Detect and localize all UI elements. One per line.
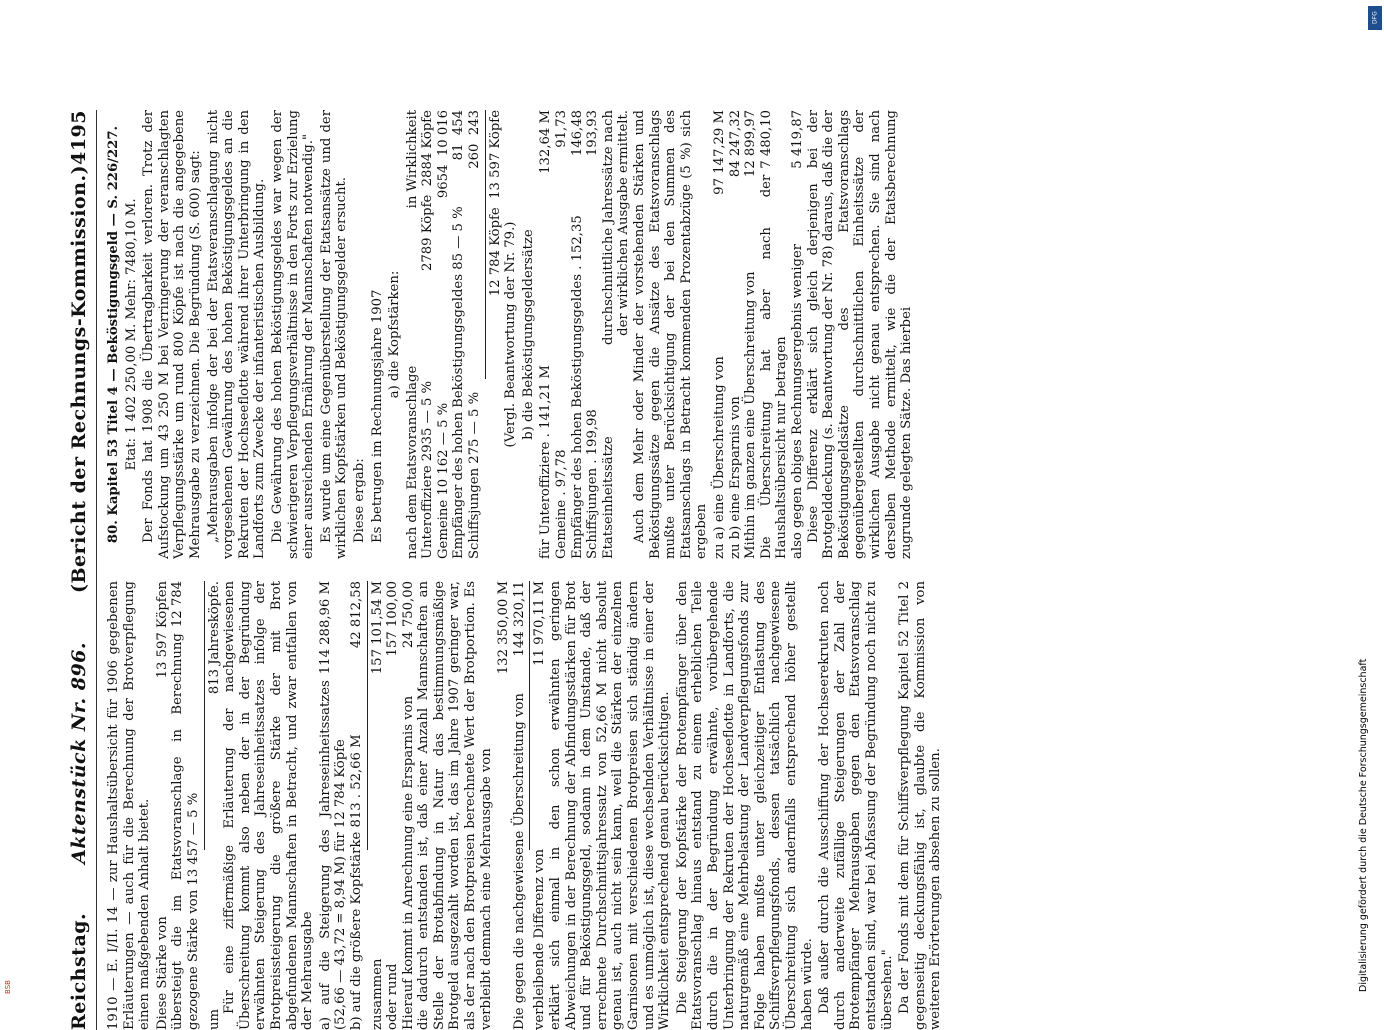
running-head — [62, 110, 97, 1030]
paragraph: Da der Fonds mit dem für Schiffsverpflegung Kapitel 52 Titel 2 gegenseitig deckungsfähig ist, glaubte die Kommission von weiteren Erörterungen absehen zu sollen. — [897, 581, 944, 1030]
table-row: zu b) eine Ersparnis von 84 247,32 — [727, 110, 743, 559]
paragraph: Die Steigerung der Kopfstärke der Brotempfänger über den Etatsvoranschlag hinaus entstand zu einem erheblichen Teile durch die in der Begründung erwähnte, vorübergehende Unterbringung der Rekruten der Hochseeflotte in Landforts, die naturgemäß eine Mehrbelastung der Landverpflegungsfonds zur Folge haben mußte unter gleichzeitiger Entlastung des Schiffsverpflegungsfonds, dessen tatsächlich nachgewiesene Überschreitung sich andernfalls entsprechend höher gestellt haben würde. — [674, 581, 815, 1030]
table-row: Diese Stärke von 13 597 Köpfen — [154, 581, 170, 1030]
sum-rule — [529, 581, 530, 850]
quote-paragraph: Die Gewährung des hohen Beköstigungsgeldes war wegen der schwierigeren Verpflegungsverhältnisse in den Forts zur Erzielung einer ausreichenden Ernährung der Mannschaften notwendig." — [269, 110, 317, 559]
table-header: nach dem Etatsvoranschlage in Wirklichkeit — [404, 110, 420, 559]
table-row: oder rund 157 100,00 — [385, 581, 401, 1030]
subheading: a) die Kopfstärken: — [387, 270, 403, 399]
sum-rule — [204, 581, 205, 850]
page-number: 4195 — [68, 110, 90, 165]
paragraph: Der Fonds hat 1908 die Übertragbarkeit verloren. Trotz der Aufstockung um 43 250 M bei Verringerung der veranschlagten Verpflegungsstärke um rund 800 Köpfe ist nach die angegebene Mehrausgabe zu verzeichnen. Die Begründung (S. 600) sagt: — [141, 110, 203, 559]
sum-rule — [367, 581, 368, 850]
paragraph: Diese Differenz erklärt sich gleich derjenigen bei der Brotgelddeckung (s. Beantwortung der Nr. 78) daraus, daß die der Beköstigungsgeldsätze des Etatsvoranschlags gegenübergestellten durchschnittlichen Einheitssätze der wirklichen Ausgabe nicht genau entsprechen. Sie sind nach derselben Methode ermittelt, wie die der Etatsberechnung zugrunde gelegten Sätze. Das hierbei — [805, 110, 915, 559]
dfg-logo: DFG — [1368, 6, 1382, 30]
table-row: 12 784 Köpfe 13 597 Köpfe — [487, 110, 503, 297]
reference-note: (Vergl. Beantwortung der Nr. 79.) — [503, 221, 519, 448]
table-row: 132 350,00 M — [496, 581, 512, 675]
paragraph: Auch dem Mehr oder Minder der vorstehenden Stärken und Beköstigungssätze gegen die Ansätze des Etatsvoranschlags mußte unter Berücksichtigung der bei den Summen des Etatsanschlags in Betracht kommenden Prozentabzüge (5 %) sich ergeben — [632, 110, 710, 559]
table-row: also gegen obiges Rechnungsergebnis weniger 5 419,87 — [789, 110, 805, 559]
paragraph: Es betrugen im Rechnungsjahre 1907 — [369, 289, 385, 543]
header-center: Aktenstück Nr. 896. — [68, 641, 90, 864]
table-row: Empfänger des hohen Beköstigungsgeldes . 152,35 146,48 — [569, 110, 585, 559]
header-left: Reichstag. — [68, 912, 90, 1030]
section-title: 80. Kapitel 53 Titel 4 — Beköstigungsgeld — S. 226/227. — [106, 125, 121, 544]
paragraph: Daß außer durch die Ausschiffung der Hochseerekruten noch durch anderweite zufällige Steigerungen der Zahl der Brotempfänger Mehrausgaben gegen den Etatsvoranschlag entstanden sind, war bei Abfassung der Begründung noch nicht zu übersehen." — [817, 581, 895, 1030]
table-row: verbleibende Differenz von 11 970,11 M — [532, 581, 548, 1030]
table-row: Hierauf kommt in Anrechnung eine Ersparnis von 24 750,00 — [400, 581, 416, 1030]
table-row: Die gegen die nachgewiesene Überschreitung von 144 320,11 — [511, 581, 527, 1030]
table-row: zusammen 157 101,54 M — [369, 581, 385, 1030]
table-row: Etatseinheitssätze durchschnittliche Jahressätze nach der wirklichen Ausgabe ermittelt. — [600, 110, 632, 559]
column-right — [106, 110, 1292, 559]
paragraph: Es wurde um eine Gegenüberstellung der Etatsansätze und der wirklichen Kopfstärken und Beköstigungsgelder ersucht. — [318, 110, 350, 559]
table-row: für Unteroffiziere . 141,21 M 132,64 M — [538, 110, 554, 559]
sum-rule — [485, 110, 486, 379]
paragraph: Diese ergab: — [351, 458, 367, 543]
table-row: Gemeine . 97,78 91,73 — [554, 110, 570, 559]
table-row: Mithin im ganzen eine Überschreitung von 12 899,97 — [743, 110, 759, 559]
subheading: b) die Beköstigungsgeldersätze — [520, 229, 536, 440]
paragraph: 1910 — E. I/II. 14 — zur Haushaltsübersicht für 1906 gegebenen Erläuterungen — auch für die Berechnung der Brotverpflegung einen maßgebenden Anhalt bietet. — [106, 581, 153, 1030]
header-right-label: (Bericht der Rechnungs-Kommission.) — [68, 164, 90, 593]
table-row: um 813 Jahresköpfe. — [206, 581, 222, 1030]
table-row: Die Überschreitung hat aber nach der Haushaltsübersicht nur betragen 7 480,10 — [758, 110, 790, 559]
table-row: a) auf die Steigerung des Jahreseinheitssatzes (52,66 — 43,72 = 8,94 M) für 12 784 Köpfe 114 288,96 M — [317, 581, 349, 1030]
table-row: b) auf die größere Kopfstärke 813 . 52,66 M 42 812,58 — [348, 581, 364, 1030]
table-row: Empfänger des hohen Beköstigungsgeldes 85 — 5 % 81 454 — [451, 110, 467, 559]
table-row: übersteigt die im Etatsvoranschlage in Berechnung gezogene Stärke von 13 457 — 5 % 12 784 — [170, 581, 201, 1030]
rotated-document-page — [62, 110, 1292, 1030]
table-row: Unteroffiziere 2935 — 5 % 2789 Köpfe 2884 Köpfe — [420, 110, 436, 559]
paragraph: die dadurch entstanden ist, daß einer Anzahl Mannschaften an Stelle der Brotabfindung in Natur das bestimmungsmäßige Brotgeld ausgezahlt worden ist, das im Jahre 1907 geringer war, als der nach den Brotpreisen berechnete Wert der Brotportion. Es verbleibt demnach eine Mehrausgabe von — [416, 581, 494, 1030]
digitization-credit: Digitalisierung gefördert durch die Deutsche Forschungsgemeinschaft — [1358, 658, 1369, 992]
quote-paragraph: „Mehrausgaben infolge der bei der Etatsveranschlagung nicht vorgesehenen Gewährung des hohen Beköstigungsgeldes an die Rekruten der Hochseeflotte während ihrer Unterbringung in den Landforts zum Zwecke der infanteristischen Ausbildung. — [205, 110, 268, 559]
library-mark: BSB — [4, 980, 12, 994]
paragraph: Für eine ziffermäßige Erläuterung der nachgewiesenen Überschreitung kommt also neben der in der Begründung erwähnten Steigerung des Jahreseinheitssatzes infolge der Brotpreissteigerung die größere Stärke der mit Brot abgefundenen Mannschaften in Betracht, und zwar entfallen von der Mehrausgabe — [222, 581, 316, 1030]
column-left — [106, 581, 1292, 1030]
table-row: Schiffsjungen . 199,98 193,93 — [585, 110, 601, 559]
table-row: Gemeine 10 162 — 5 % 9654 10 016 — [435, 110, 451, 559]
table-row: zu a) eine Überschreitung von 97 147,29 M — [711, 110, 727, 559]
etat-line: Etat: 1 402 250,00 M. Mehr: 7480,10 M. — [123, 198, 139, 471]
table-row: Schiffsjungen 275 — 5 % 260 243 — [467, 110, 483, 559]
paragraph: erklärt sich einmal in den schon erwähnten geringen Abweichungen in der Berechnung der Abfindungsstärken für Brot und für Beköstigungsgeld, sodann in dem Umstande, daß der errechnete Durchschnittsjahressatz von 52,66 M nicht absolut genau ist, auch nicht sein kann, weil die Stärken der einzelnen Garnisonen mit verschiedenen Brotpreisen sich ständig ändern und es unmöglich ist, diese wechselnden Verhältnisse in einer der Wirklichkeit entsprechend genau berücksichtigen. — [548, 581, 673, 1030]
